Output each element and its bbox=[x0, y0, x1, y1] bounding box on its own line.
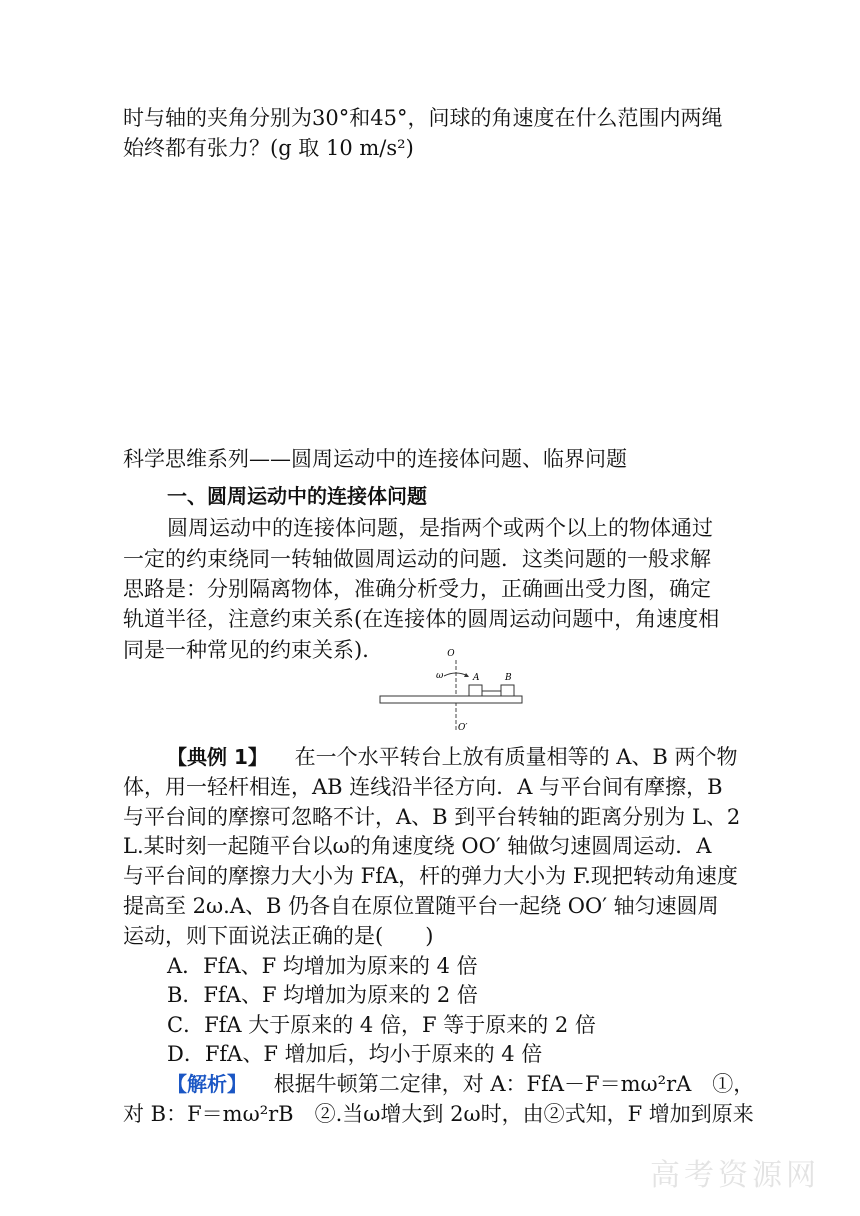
analysis-tag: 【解析】 bbox=[167, 1072, 247, 1096]
subsection-title: 一、圆周运动中的连接体问题 bbox=[167, 484, 427, 508]
block-b-label: B bbox=[505, 673, 512, 683]
analysis-line: 对 B：F＝mω²rB ②.当ω增大到 2ω时，由②式知，F 增加到原来 bbox=[123, 1102, 754, 1126]
example-line: 【典例 1】 在一个水平转台上放有质量相等的 A、B 两个物 bbox=[167, 745, 738, 769]
turntable-plate bbox=[380, 696, 522, 703]
block-b bbox=[501, 685, 514, 696]
example-line: 运动，则下面说法正确的是( ) bbox=[123, 924, 434, 948]
section-title: 科学思维系列——圆周运动中的连接体问题、临界问题 bbox=[123, 447, 627, 471]
example-line: 与平台间的摩擦可忽略不计，A、B 到平台转轴的距离分别为 L、2 bbox=[123, 805, 741, 829]
option-b: B．FfA、F 均增加为原来的 2 倍 bbox=[167, 983, 478, 1007]
omega-label: ω bbox=[436, 671, 444, 681]
example-line: 与平台间的摩擦力大小为 FfA，杆的弹力大小为 F.现把转动角速度 bbox=[123, 864, 738, 888]
paragraph-line: 轨道半径，注意约束关系(在连接体的圆周运动问题中，角速度相 bbox=[123, 607, 720, 631]
example-tag: 【典例 1】 bbox=[167, 745, 268, 769]
axis-bottom-label: O′ bbox=[458, 723, 468, 733]
watermark: 高考资源网 bbox=[650, 1158, 820, 1193]
option-a: A．FfA、F 均增加为原来的 4 倍 bbox=[167, 954, 478, 978]
axis-top-label: O bbox=[447, 649, 455, 659]
block-a bbox=[469, 685, 482, 696]
option-c: C．FfA 大于原来的 4 倍，F 等于原来的 2 倍 bbox=[167, 1013, 596, 1037]
block-a-label: A bbox=[473, 673, 480, 683]
paragraph-line: 思路是：分别隔离物体，准确分析受力，正确画出受力图，确定 bbox=[123, 577, 711, 601]
example-line: L.某时刻一起随平台以ω的角速度绕 OO′ 轴做匀速圆周运动．A bbox=[123, 834, 712, 858]
analysis-line: 【解析】 根据牛顿第二定律，对 A：FfA－F＝mω²rA ①， bbox=[167, 1072, 755, 1096]
problem-text-line: 时与轴的夹角分别为30°和45°，问球的角速度在什么范围内两绳 bbox=[123, 106, 723, 130]
paragraph-line: 同是一种常见的约束关系)． bbox=[123, 638, 384, 662]
example-line: 体，用一轻杆相连，AB 连线沿半径方向．A 与平台间有摩擦，B bbox=[123, 775, 723, 799]
paragraph-line: 一定的约束绕同一转轴做圆周运动的问题．这类问题的一般求解 bbox=[123, 547, 711, 571]
problem-text-line: 始终都有张力？(g 取 10 m/s²) bbox=[123, 136, 414, 160]
option-d: D．FfA、F 增加后，均小于原来的 4 倍 bbox=[167, 1042, 543, 1066]
example-line: 提高至 2ω.A、B 仍各自在原位置随平台一起绕 OO′ 轴匀速圆周 bbox=[123, 894, 719, 918]
turntable-figure bbox=[378, 646, 524, 736]
paragraph-line: 圆周运动中的连接体问题，是指两个或两个以上的物体通过 bbox=[167, 516, 713, 540]
